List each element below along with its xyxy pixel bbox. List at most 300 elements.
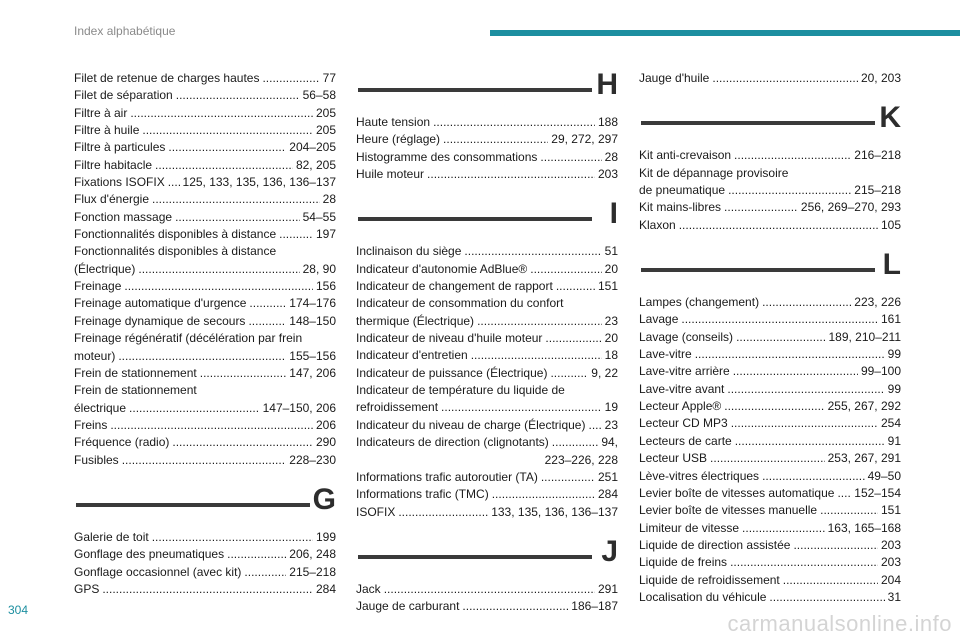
dot-leader <box>462 598 568 615</box>
index-entry <box>356 295 618 312</box>
dot-leader <box>541 469 595 486</box>
index-entry-pages: 20 <box>604 331 618 346</box>
index-entry-pages: 203 <box>880 555 901 570</box>
index-entry <box>356 131 618 148</box>
index-entry-pages: 20, 203 <box>860 71 901 85</box>
dot-leader <box>279 226 313 243</box>
index-entry-label: Inclinaison du siège <box>356 244 462 259</box>
index-entry <box>639 537 901 554</box>
index-entry-pages: 151 <box>880 503 901 518</box>
index-entry-label: Lève-vitres électriques <box>639 468 760 483</box>
dot-leader <box>227 546 286 563</box>
dot-leader <box>730 554 878 571</box>
index-entry-label: Filet de séparation <box>74 88 173 103</box>
dot-leader <box>175 209 300 226</box>
index-entry-pages: 203 <box>880 537 901 552</box>
index-entry-list <box>639 294 901 606</box>
index-entry <box>74 261 336 278</box>
index-entry-label: Gonflage occasionnel (avec kit) <box>74 564 242 579</box>
index-entry-label: Jauge de carburant <box>356 599 460 614</box>
index-entry <box>74 564 336 581</box>
index-entry-pages: 82, 205 <box>295 157 336 172</box>
header-accent-bar <box>490 30 960 36</box>
watermark: carmanualsonline.info <box>727 611 952 636</box>
dot-leader <box>110 417 313 434</box>
index-entry <box>356 469 618 486</box>
section-letter: I <box>609 197 618 231</box>
index-entry-pages: 215–218 <box>854 183 901 198</box>
index-entry-pages: 105 <box>880 217 901 232</box>
dot-leader <box>138 261 299 278</box>
dot-leader <box>681 311 878 328</box>
dot-leader <box>727 381 884 398</box>
dot-leader <box>176 87 300 104</box>
section-letter: K <box>879 101 901 135</box>
index-entry <box>639 165 901 182</box>
index-entry-pages: 28, 90 <box>302 261 336 276</box>
index-entry <box>356 504 618 521</box>
index-entry-label: Lavage <box>639 312 679 327</box>
dot-leader <box>384 581 595 598</box>
index-entry <box>74 330 336 347</box>
index-entry <box>74 365 336 382</box>
index-entry <box>74 382 336 399</box>
index-entry <box>74 452 336 469</box>
index-entry-label: Flux d'énergie <box>74 192 149 207</box>
index-entry <box>356 399 618 416</box>
dot-leader <box>477 313 602 330</box>
index-entry-label: Fusibles <box>74 452 119 467</box>
dot-leader <box>262 70 319 87</box>
index-entry <box>639 381 901 398</box>
index-entry <box>74 529 336 546</box>
index-entry <box>356 261 618 278</box>
index-entry-pages: 215–218 <box>289 564 336 579</box>
index-entry-label: Kit mains-libres <box>639 200 722 215</box>
section-rule <box>641 268 875 272</box>
index-entry-label: moteur) <box>74 348 116 363</box>
dot-leader <box>762 468 865 485</box>
dot-leader <box>248 313 286 330</box>
index-entry-pages: 186–187 <box>571 599 618 614</box>
index-entry-label: Histogramme des consommations <box>356 149 538 164</box>
index-entry <box>356 365 618 382</box>
index-entry-label: Galerie de toit <box>74 529 149 544</box>
index-entry-label: Informations trafic autoroutier (TA) <box>356 469 538 484</box>
index-entry <box>356 149 618 166</box>
dot-leader <box>102 581 313 598</box>
index-section-continued <box>74 70 336 469</box>
dot-leader <box>556 278 595 295</box>
index-entry <box>639 554 901 571</box>
index-entry-label: Indicateurs de direction (clignotants) <box>356 435 549 450</box>
index-entry-label: Filtre à air <box>74 105 128 120</box>
index-entry-pages: 291 <box>597 581 618 596</box>
index-entry-label: Liquide de direction assistée <box>639 537 791 552</box>
index-entry-label: Lavage (conseils) <box>639 329 734 344</box>
section-header <box>74 482 336 523</box>
index-entry-pages: 147, 206 <box>289 365 336 380</box>
index-entry <box>74 87 336 104</box>
index-entry-label: Freinage <box>74 279 122 294</box>
section-rule <box>358 217 592 221</box>
index-entry-label: Lecteur CD MP3 <box>639 416 728 431</box>
index-entry-pages: 284 <box>315 581 336 596</box>
dot-leader <box>793 537 878 554</box>
index-entry-label: Lecteur USB <box>639 451 708 466</box>
index-entry-pages: 133, 135, 136, 136–137 <box>491 504 618 519</box>
index-entry <box>356 581 618 598</box>
index-entry-label: (Électrique) <box>74 261 136 276</box>
page-number: 304 <box>8 603 29 617</box>
index-entry <box>74 226 336 243</box>
index-entry-list <box>356 243 618 521</box>
dot-leader <box>492 486 595 503</box>
index-entry-pages: 9, 22 <box>591 365 618 380</box>
index-entry-label: Frein de stationnement <box>74 383 197 398</box>
index-entry-label: GPS <box>74 581 100 596</box>
index-entry-label: Lave-vitre avant <box>639 381 725 396</box>
index-entry-label: Klaxon <box>639 217 676 232</box>
dot-leader <box>769 589 884 606</box>
index-entry <box>74 174 336 191</box>
section-rule <box>358 555 592 559</box>
index-entry-label: Lave-vitre <box>639 347 692 362</box>
index-entry-label: thermique (Électrique) <box>356 313 475 328</box>
index-entry-label: Indicateur d'autonomie AdBlue® <box>356 261 528 276</box>
index-entry <box>639 311 901 328</box>
index-entry-pages: 20 <box>604 261 618 276</box>
section-header <box>356 534 618 575</box>
index-entry <box>639 468 901 485</box>
index-column-1 <box>74 70 336 598</box>
index-entry-label: Indicateur de température du liquide de <box>356 383 565 398</box>
index-entry <box>639 572 901 589</box>
index-entry <box>356 417 618 434</box>
index-entry-label: Freinage régénératif (décélération par frein <box>74 331 303 346</box>
dot-leader <box>530 261 601 278</box>
index-entry-pages: 216–218 <box>854 148 901 163</box>
dot-leader <box>124 278 313 295</box>
index-entry <box>356 382 618 399</box>
index-entry-pages: 28 <box>322 192 336 207</box>
index-entry-label: Filtre à particules <box>74 140 166 155</box>
index-entry <box>639 147 901 164</box>
dot-leader <box>736 329 825 346</box>
index-entry-label: Indicateur de consommation du confort <box>356 296 564 311</box>
index-entry-label: Levier boîte de vitesses manuelle <box>639 503 818 518</box>
dot-leader <box>550 365 588 382</box>
index-entry-label: Heure (réglage) <box>356 132 441 147</box>
index-entry-pages: 29, 272, 297 <box>551 132 618 147</box>
index-entry-label: Indicateur d'entretien <box>356 348 468 363</box>
section-letter: G <box>312 482 336 516</box>
index-entry <box>639 329 901 346</box>
index-column-3 <box>639 70 901 606</box>
index-entry-label: de pneumatique <box>639 183 726 198</box>
index-entry-label: Gonflage des pneumatiques <box>74 547 225 562</box>
dot-leader <box>695 346 885 363</box>
index-entry-pages: 151 <box>597 279 618 294</box>
index-entry-pages: 28 <box>604 149 618 164</box>
index-entry-pages: 49–50 <box>867 468 901 483</box>
index-section-continued <box>639 70 901 87</box>
index-entry <box>356 598 618 615</box>
index-entry-pages: 205 <box>315 123 336 138</box>
index-entry <box>74 243 336 260</box>
dot-leader <box>735 433 885 450</box>
dot-leader <box>129 400 260 417</box>
dot-leader <box>441 399 602 416</box>
index-entry-label: Huile moteur <box>356 167 425 182</box>
section-header <box>356 197 618 237</box>
index-entry <box>639 520 901 537</box>
index-entry <box>356 114 618 131</box>
dot-leader <box>783 572 878 589</box>
index-entry <box>74 295 336 312</box>
index-entry <box>639 199 901 216</box>
dot-leader <box>142 122 313 139</box>
index-entry <box>74 278 336 295</box>
dot-leader <box>837 485 851 502</box>
dot-leader <box>733 363 858 380</box>
index-entry <box>639 502 901 519</box>
index-entry <box>74 546 336 563</box>
index-entry-label: Fréquence (radio) <box>74 435 170 450</box>
dot-leader <box>433 114 595 131</box>
index-entry <box>74 105 336 122</box>
dot-leader <box>588 417 601 434</box>
index-entry <box>74 157 336 174</box>
index-entry-pages: 163, 165–168 <box>827 520 901 535</box>
dot-leader <box>244 564 286 581</box>
index-entry-pages: 23 <box>604 417 618 432</box>
index-entry-list <box>356 581 618 616</box>
index-entry-label: Lampes (changement) <box>639 295 760 310</box>
dot-leader <box>464 243 601 260</box>
index-entry-label: Indicateur du niveau de charge (Électrique) <box>356 417 586 432</box>
index-entry-label: Filet de retenue de charges hautes <box>74 71 260 85</box>
index-entry-label: Kit anti-crevaison <box>639 148 732 163</box>
index-entry-pages: 156 <box>315 279 336 294</box>
dot-leader <box>172 434 313 451</box>
dot-leader <box>152 191 320 208</box>
index-entry-label: Fonctionnalités disponibles à distance <box>74 244 277 259</box>
section-header <box>639 101 901 141</box>
dot-leader <box>130 105 313 122</box>
index-entry <box>639 485 901 502</box>
index-entry-label: Lave-vitre arrière <box>639 364 730 379</box>
section-letter: H <box>596 68 618 101</box>
index-entry <box>74 400 336 417</box>
index-entry-pages: 189, 210–211 <box>828 329 901 344</box>
index-entry-label: Fonctionnalités disponibles à distance <box>74 227 277 242</box>
index-entry <box>639 398 901 415</box>
dot-leader <box>168 139 286 156</box>
index-entry <box>74 417 336 434</box>
index-entry-label: Localisation du véhicule <box>639 589 767 604</box>
index-entry-label: Indicateur de changement de rapport <box>356 279 553 294</box>
index-entry <box>74 313 336 330</box>
dot-leader <box>122 452 287 469</box>
index-entry-pages: 203 <box>597 167 618 182</box>
index-entry-label: Limiteur de vitesse <box>639 520 740 535</box>
dot-leader <box>712 70 858 87</box>
index-entry-label: Kit de dépannage provisoire <box>639 165 789 180</box>
dot-leader <box>710 450 825 467</box>
dot-leader <box>724 199 798 216</box>
index-entry-pages: 256, 269–270, 293 <box>800 200 901 215</box>
index-entry-label: ISOFIX <box>356 504 396 519</box>
dot-leader <box>540 149 601 166</box>
index-entry-label: Informations trafic (TMC) <box>356 487 489 502</box>
index-entry-pages: 147–150, 206 <box>262 400 336 415</box>
index-entry-pages: 251 <box>597 469 618 484</box>
section-header <box>356 68 618 108</box>
index-entry <box>639 217 901 234</box>
section-header <box>639 248 901 288</box>
index-entry <box>356 434 618 451</box>
index-section-g <box>74 482 336 598</box>
index-entry-pages: 254 <box>880 416 901 431</box>
index-entry-list <box>74 529 336 598</box>
dot-leader <box>728 182 851 199</box>
index-entry-pages: 56–58 <box>302 88 336 103</box>
index-entry-pages: 204 <box>880 572 901 587</box>
index-entry-pages: 228–230 <box>289 452 336 467</box>
index-entry-pages: 253, 267, 291 <box>827 451 901 466</box>
index-entry <box>639 346 901 363</box>
header-title: Index alphabétique <box>74 24 176 38</box>
index-entry-pages: 199 <box>315 529 336 544</box>
dot-leader <box>724 398 824 415</box>
index-entry-list <box>639 147 901 234</box>
dot-leader <box>155 157 293 174</box>
index-entry-pages: 152–154 <box>854 485 901 500</box>
index-entry-pages: 77 <box>322 71 336 85</box>
index-entry <box>639 589 901 606</box>
index-entry-label: refroidissement <box>356 400 439 415</box>
index-entry-label: Levier boîte de vitesses automatique <box>639 485 835 500</box>
index-entry-label: Indicateur de niveau d'huile moteur <box>356 331 543 346</box>
index-entry-label: Freinage automatique d'urgence <box>74 296 247 311</box>
index-entry-label: Lecteur Apple® <box>639 399 722 414</box>
index-entry <box>639 415 901 432</box>
index-entry-pages: 148–150 <box>289 313 336 328</box>
index-entry <box>74 209 336 226</box>
index-entry-pages: 91 <box>887 433 901 448</box>
dot-leader <box>249 295 286 312</box>
index-section-k <box>639 101 901 234</box>
index-entry <box>356 486 618 503</box>
index-entry-pages: 284 <box>597 487 618 502</box>
index-entry-pages: 197 <box>315 227 336 242</box>
index-entry <box>639 450 901 467</box>
index-entry <box>74 70 336 87</box>
index-entry <box>74 191 336 208</box>
dot-leader <box>398 504 488 521</box>
index-entry-pages: 125, 133, 135, 136, 136–137 <box>182 175 336 190</box>
index-entry-list <box>356 114 618 183</box>
index-entry-pages: 188 <box>597 115 618 129</box>
index-section-i <box>356 197 618 521</box>
dot-leader <box>734 147 851 164</box>
index-entry-pages: 290 <box>315 435 336 450</box>
index-entry-pages: 206, 248 <box>289 547 336 562</box>
index-section-j <box>356 534 618 616</box>
dot-leader <box>731 415 878 432</box>
index-entry <box>639 363 901 380</box>
index-entry-label: Lecteurs de carte <box>639 433 732 448</box>
index-entry-pages: 18 <box>604 348 618 363</box>
index-section-l <box>639 248 901 606</box>
index-entry-label: électrique <box>74 400 127 415</box>
index-entry-pages: 94, <box>601 435 618 450</box>
dot-leader <box>118 348 286 365</box>
index-entry-pages: 99 <box>887 381 901 396</box>
index-entry <box>356 330 618 347</box>
index-entry-label: Haute tension <box>356 115 431 129</box>
index-entry <box>639 294 901 311</box>
index-entry-label: Filtre habitacle <box>74 157 153 172</box>
section-rule <box>358 88 592 92</box>
index-entry-list <box>74 70 336 469</box>
index-entry-label: Freinage dynamique de secours <box>74 313 246 328</box>
index-entry-label: Liquide de freins <box>639 555 728 570</box>
index-entry-pages: 205 <box>315 105 336 120</box>
index-column-2 <box>356 70 618 616</box>
index-entry-label: Fonction massage <box>74 209 173 224</box>
dot-leader <box>820 502 878 519</box>
index-entry-pages: 99–100 <box>860 364 901 379</box>
index-entry-pages: 99 <box>887 347 901 362</box>
index-entry-pages: 223, 226 <box>854 295 901 310</box>
section-rule <box>641 121 875 125</box>
index-entry-label: Fixations ISOFIX <box>74 175 165 190</box>
index-entry-pages: 174–176 <box>289 296 336 311</box>
index-entry <box>356 452 618 469</box>
dot-leader <box>679 217 878 234</box>
dot-leader <box>168 174 180 191</box>
index-entry-pages: 161 <box>880 312 901 327</box>
index-entry-list <box>639 70 901 87</box>
index-entry-pages: 54–55 <box>302 209 336 224</box>
dot-leader <box>762 294 851 311</box>
dot-leader <box>545 330 601 347</box>
index-entry-label: Frein de stationnement <box>74 365 197 380</box>
index-entry-pages: 51 <box>604 244 618 259</box>
index-entry-pages: 223–226, 228 <box>544 452 618 467</box>
index-entry-label: Indicateur de puissance (Électrique) <box>356 365 548 380</box>
index-entry <box>356 278 618 295</box>
index-entry-pages: 31 <box>887 589 901 604</box>
dot-leader <box>152 529 313 546</box>
index-entry <box>356 313 618 330</box>
dot-leader <box>200 365 287 382</box>
index-entry-label: Jack <box>356 581 381 596</box>
index-entry-label: Jauge d'huile <box>639 71 710 85</box>
index-entry <box>639 433 901 450</box>
index-entry <box>639 182 901 199</box>
index-entry-pages: 155–156 <box>289 348 336 363</box>
index-entry-pages: 255, 267, 292 <box>827 399 901 414</box>
dot-leader <box>742 520 825 537</box>
index-entry <box>74 122 336 139</box>
index-entry-pages: 206 <box>315 417 336 432</box>
section-letter: L <box>882 248 901 282</box>
index-entry <box>639 70 901 87</box>
index-entry-pages: 204–205 <box>289 140 336 155</box>
